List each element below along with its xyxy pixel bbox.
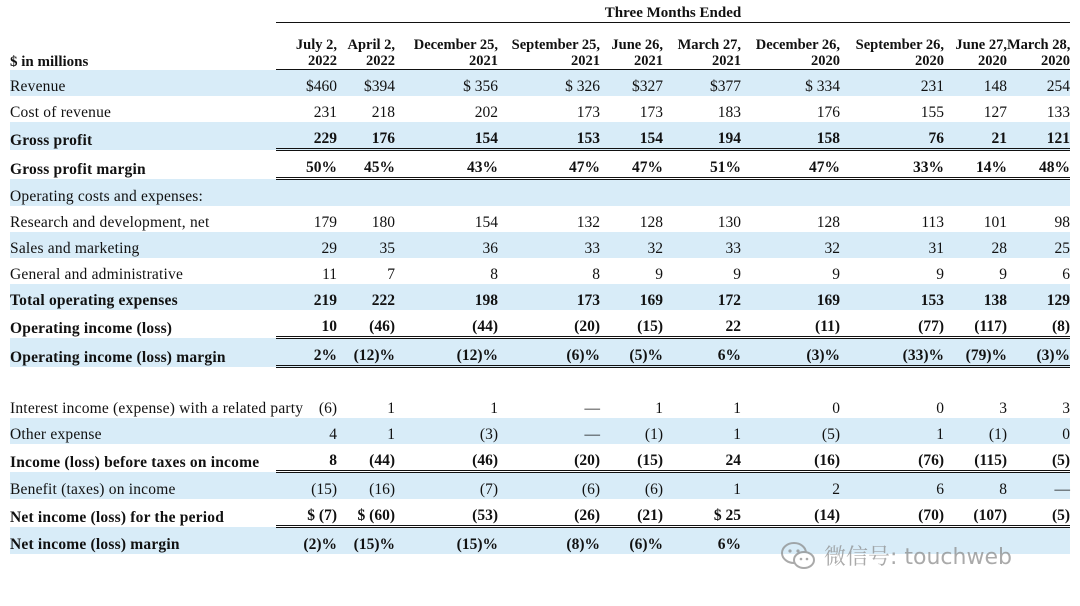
cell-value: 10 xyxy=(276,310,337,338)
cell-value: (6) xyxy=(498,472,600,500)
cell-value xyxy=(663,179,741,207)
cell-value: 129 xyxy=(1007,284,1070,310)
cell-value: (16) xyxy=(741,444,840,472)
cell-value: (117) xyxy=(944,310,1007,338)
row-label: Research and development, net xyxy=(10,214,210,231)
cell-value: 180 xyxy=(371,214,395,231)
cell-value: 127 xyxy=(983,104,1007,121)
watermark xyxy=(780,540,1012,571)
cell-value: (6) xyxy=(318,400,337,417)
cell-value: 25 xyxy=(1007,232,1070,258)
row-label: Benefit (taxes) on income xyxy=(10,472,276,500)
cell-value: 48% xyxy=(1007,150,1070,179)
table-row xyxy=(10,367,1070,419)
cell-value: 154 xyxy=(600,122,663,150)
cell-value: $377 xyxy=(663,70,741,97)
cell-value xyxy=(944,179,1007,207)
cell-value: (53) xyxy=(395,499,498,527)
period-header: June 26, 2021 xyxy=(600,23,663,70)
row-label: Revenue xyxy=(10,70,276,97)
cell-value: 133 xyxy=(1046,104,1071,121)
cell-value xyxy=(1007,179,1070,207)
row-label: Net income (loss) margin xyxy=(10,527,276,555)
cell-value: (77) xyxy=(840,310,944,338)
cell-value: (6)% xyxy=(600,527,663,555)
cell-value: $327 xyxy=(600,70,663,97)
cell-value: 22 xyxy=(663,310,741,338)
cell-value: 9 xyxy=(832,266,840,283)
financial-table xyxy=(10,0,1070,554)
cell-value: 172 xyxy=(663,284,741,310)
cell-value: (14) xyxy=(741,499,840,527)
cell-value: 155 xyxy=(920,104,944,121)
cell-value: 1 xyxy=(663,472,741,500)
cell-value: 3 xyxy=(1062,400,1071,417)
row-label: Sales and marketing xyxy=(10,232,276,258)
cell-value: (15) xyxy=(600,310,663,338)
cell-value: 128 xyxy=(816,214,840,231)
row-label: General and administrative xyxy=(10,266,184,283)
cell-value: 36 xyxy=(395,232,498,258)
cell-value xyxy=(840,179,944,207)
cell-value: 9 xyxy=(655,266,663,283)
cell-value: (15)% xyxy=(395,527,498,555)
cell-value: 169 xyxy=(741,284,840,310)
row-label: Operating income (loss) margin xyxy=(10,338,276,367)
cell-value: (76) xyxy=(840,444,944,472)
cell-value: 33 xyxy=(663,232,741,258)
cell-value: (5) xyxy=(1007,499,1070,527)
cell-value: 32 xyxy=(741,232,840,258)
cell-value: (3)% xyxy=(1007,338,1070,367)
cell-value: (46) xyxy=(395,444,498,472)
cell-value: 3 xyxy=(999,400,1007,417)
cell-value: 7 xyxy=(387,266,395,283)
cell-value: 0 xyxy=(1007,418,1070,444)
cell-value: 9 xyxy=(936,266,944,283)
cell-value: 35 xyxy=(337,232,395,258)
cell-value: 1 xyxy=(337,418,395,444)
cell-value: $460 xyxy=(276,70,337,97)
period-header: April 2, 2022 xyxy=(337,23,395,70)
cell-value: (26) xyxy=(498,499,600,527)
cell-value: 231 xyxy=(313,104,337,121)
cell-value: (44) xyxy=(337,444,395,472)
cell-value: (20) xyxy=(498,310,600,338)
cell-value: (15) xyxy=(276,472,337,500)
cell-value: (6)% xyxy=(498,338,600,367)
cell-value: 6% xyxy=(663,338,741,367)
cell-value: 1 xyxy=(490,400,498,417)
cell-value: (12)% xyxy=(395,338,498,367)
table-row xyxy=(10,338,1070,367)
table-row xyxy=(10,232,1070,258)
cell-value: 14% xyxy=(944,150,1007,179)
unit-label: $ in millions xyxy=(10,53,89,70)
cell-value: 98 xyxy=(1054,214,1071,231)
cell-value: 47% xyxy=(741,150,840,179)
cell-value: 51% xyxy=(663,150,741,179)
cell-value: (7) xyxy=(395,472,498,500)
cell-value: 179 xyxy=(313,214,337,231)
period-header: July 2, 2022 xyxy=(276,23,337,70)
cell-value: (21) xyxy=(600,499,663,527)
table-row xyxy=(10,206,1070,232)
cell-value: (2)% xyxy=(276,527,337,555)
cell-value: 121 xyxy=(1007,122,1070,150)
cell-value: 148 xyxy=(944,70,1007,97)
row-label: Interest income (expense) with a related party xyxy=(10,400,304,417)
period-header: March 28, 2020 xyxy=(1007,23,1070,70)
cell-value xyxy=(600,179,663,207)
cell-value: 43% xyxy=(395,150,498,179)
cell-value: 229 xyxy=(276,122,337,150)
cell-value: 176 xyxy=(816,104,840,121)
cell-value: 222 xyxy=(337,284,395,310)
cell-value: (5)% xyxy=(600,338,663,367)
cell-value: (16) xyxy=(337,472,395,500)
cell-value: 1 xyxy=(663,418,741,444)
cell-value: (5) xyxy=(1007,444,1070,472)
cell-value: (15)% xyxy=(337,527,395,555)
table-row xyxy=(10,499,1070,527)
table-row xyxy=(10,310,1070,338)
cell-value: (1) xyxy=(944,418,1007,444)
period-header: December 26, 2020 xyxy=(741,23,840,70)
period-header: December 25, 2021 xyxy=(395,23,498,70)
wechat-icon xyxy=(780,541,816,571)
cell-value: 219 xyxy=(276,284,337,310)
cell-value: $ 356 xyxy=(395,70,498,97)
cell-value: 2 xyxy=(741,472,840,500)
table-row xyxy=(10,70,1070,97)
cell-value: 0 xyxy=(832,400,840,417)
table-row xyxy=(10,472,1070,500)
cell-value: 202 xyxy=(474,104,498,121)
table-row xyxy=(10,418,1070,444)
cell-value: 154 xyxy=(395,122,498,150)
cell-value: (8)% xyxy=(498,527,600,555)
super-header: Three Months Ended xyxy=(276,0,1070,23)
cell-value xyxy=(498,179,600,207)
cell-value: 8 xyxy=(276,444,337,472)
cell-value: 198 xyxy=(395,284,498,310)
cell-value: (33)% xyxy=(840,338,944,367)
cell-value: 113 xyxy=(921,214,944,231)
table-row xyxy=(10,179,1070,207)
table-row xyxy=(10,258,1070,284)
row-label: Other expense xyxy=(10,418,276,444)
cell-value: 0 xyxy=(936,400,944,417)
cell-value: 33 xyxy=(498,232,600,258)
cell-value: 1 xyxy=(655,400,663,417)
row-label: Gross profit xyxy=(10,122,276,150)
table-body xyxy=(10,70,1070,555)
cell-value: 153 xyxy=(840,284,944,310)
cell-value: (20) xyxy=(498,444,600,472)
row-label: Income (loss) before taxes on income xyxy=(10,453,260,471)
cell-value: 21 xyxy=(944,122,1007,150)
cell-value: 153 xyxy=(498,122,600,150)
cell-value: 29 xyxy=(276,232,337,258)
row-label: Total operating expenses xyxy=(10,284,276,310)
cell-value: 76 xyxy=(840,122,944,150)
cell-value: 231 xyxy=(840,70,944,97)
table-row xyxy=(10,444,1070,472)
cell-value: 1 xyxy=(840,418,944,444)
row-label: Cost of revenue xyxy=(10,104,112,121)
cell-value: (1) xyxy=(600,418,663,444)
cell-value: 1 xyxy=(387,400,395,417)
corner-cell xyxy=(10,0,276,23)
cell-value: (115) xyxy=(944,444,1007,472)
cell-value: 183 xyxy=(717,104,741,121)
cell-value: (11) xyxy=(741,310,840,338)
cell-value: (8) xyxy=(1007,310,1070,338)
cell-value: 6% xyxy=(663,527,741,555)
cell-value: 1 xyxy=(733,400,741,417)
cell-value: 8 xyxy=(944,472,1007,500)
table-row xyxy=(10,122,1070,150)
cell-value: (46) xyxy=(337,310,395,338)
cell-value: 32 xyxy=(600,232,663,258)
cell-value: $394 xyxy=(337,70,395,97)
period-header: March 27, 2021 xyxy=(663,23,741,70)
cell-value: 11 xyxy=(322,266,337,283)
period-header: September 25, 2021 xyxy=(498,23,600,70)
cell-value: (79)% xyxy=(944,338,1007,367)
cell-value: 128 xyxy=(639,214,663,231)
cell-value: (15) xyxy=(600,444,663,472)
cell-value xyxy=(337,179,395,207)
cell-value xyxy=(395,179,498,207)
cell-value: $ 326 xyxy=(498,70,600,97)
cell-value: 47% xyxy=(600,150,663,179)
cell-value: 4 xyxy=(276,418,337,444)
cell-value: 9 xyxy=(999,266,1007,283)
cell-value: 173 xyxy=(639,104,663,121)
cell-value: 132 xyxy=(576,214,600,231)
cell-value: (12)% xyxy=(337,338,395,367)
cell-value: 218 xyxy=(371,104,395,121)
cell-value: 50% xyxy=(276,150,337,179)
cell-value xyxy=(1007,527,1070,555)
cell-value: 33% xyxy=(840,150,944,179)
cell-value: 173 xyxy=(576,104,600,121)
cell-value: 138 xyxy=(944,284,1007,310)
row-label: Gross profit margin xyxy=(10,160,146,178)
period-header: June 27, 2020 xyxy=(944,23,1007,70)
cell-value: 154 xyxy=(474,214,498,231)
table-row xyxy=(10,150,1070,179)
cell-value: 158 xyxy=(741,122,840,150)
cell-value: 194 xyxy=(663,122,741,150)
cell-value: (70) xyxy=(840,499,944,527)
row-label: Operating income (loss) xyxy=(10,319,173,337)
period-header: September 26, 2020 xyxy=(840,23,944,70)
cell-value: (5) xyxy=(741,418,840,444)
cell-value: 9 xyxy=(733,266,741,283)
cell-value: (3)% xyxy=(741,338,840,367)
cell-value: 45% xyxy=(337,150,395,179)
cell-value: 254 xyxy=(1007,70,1070,97)
cell-value: 47% xyxy=(498,150,600,179)
cell-value: 28 xyxy=(944,232,1007,258)
cell-value: 8 xyxy=(490,266,498,283)
cell-value xyxy=(741,179,840,207)
cell-value: — xyxy=(1007,472,1070,500)
cell-value: $ 25 xyxy=(663,499,741,527)
cell-value: (44) xyxy=(395,310,498,338)
cell-value: 6 xyxy=(1062,266,1071,283)
cell-value: 130 xyxy=(717,214,741,231)
cell-value: 173 xyxy=(498,284,600,310)
cell-value: 169 xyxy=(600,284,663,310)
cell-value: $ (7) xyxy=(276,499,337,527)
cell-value: (3) xyxy=(395,418,498,444)
cell-value: (107) xyxy=(944,499,1007,527)
cell-value: — xyxy=(584,400,600,417)
cell-value: $ (60) xyxy=(337,499,395,527)
watermark-text: 微信号: touchweb xyxy=(824,545,1012,570)
cell-value: 2% xyxy=(276,338,337,367)
cell-value xyxy=(276,179,337,207)
cell-value: (6) xyxy=(600,472,663,500)
cell-value: 24 xyxy=(663,444,741,472)
cell-value: — xyxy=(498,418,600,444)
cell-value: 176 xyxy=(337,122,395,150)
cell-value: 8 xyxy=(592,266,600,283)
cell-value: 101 xyxy=(983,214,1007,231)
cell-value: 6 xyxy=(840,472,944,500)
cell-value: 31 xyxy=(840,232,944,258)
cell-value: $ 334 xyxy=(741,70,840,97)
row-label: Operating costs and expenses: xyxy=(10,179,276,207)
row-label: Net income (loss) for the period xyxy=(10,508,225,526)
table-row xyxy=(10,284,1070,310)
table-row xyxy=(10,96,1070,122)
